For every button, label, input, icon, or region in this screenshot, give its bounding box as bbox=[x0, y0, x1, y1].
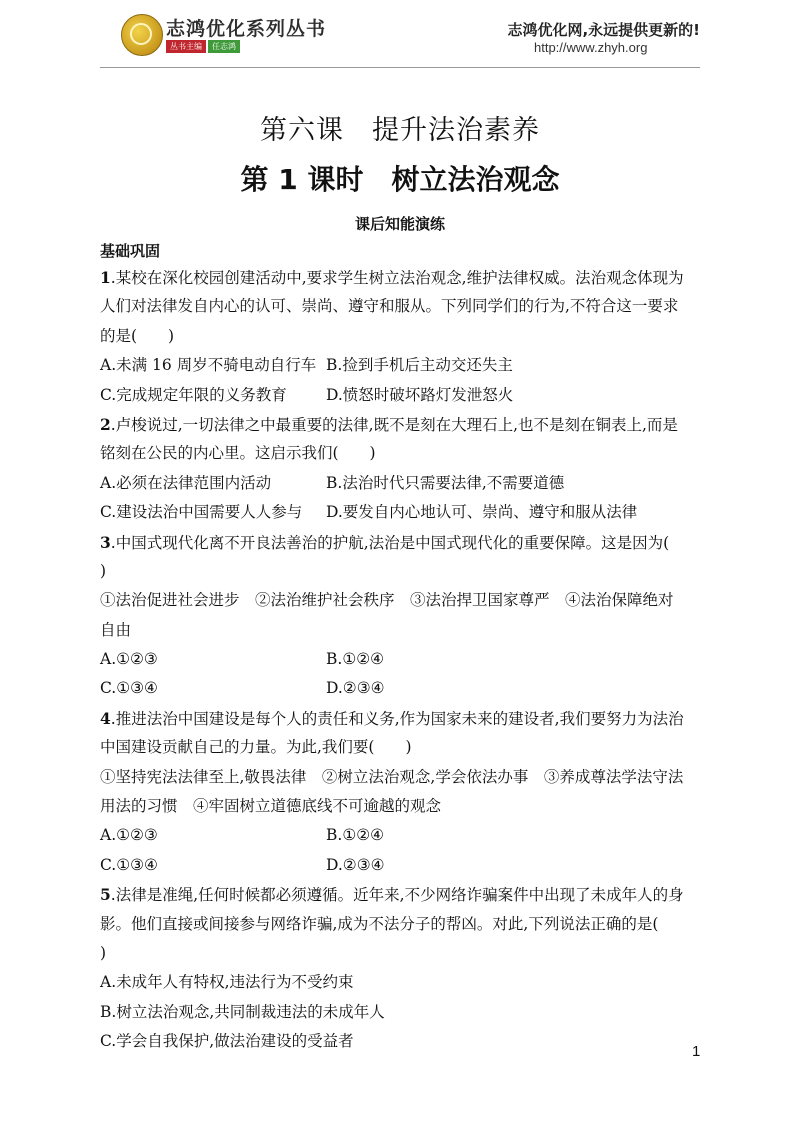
question-4-options-row-2 bbox=[100, 851, 712, 880]
question-2-line-2: 铭刻在公民的内心里。这启示我们( ) bbox=[100, 444, 376, 463]
question-1-option-b: B.捡到手机后主动交还失主 bbox=[326, 356, 513, 375]
question-3-options-row-1 bbox=[100, 645, 712, 674]
question-3-options-row-2 bbox=[100, 674, 712, 703]
question-2-option-b: B.法治时代只需要法律,不需要道德 bbox=[326, 473, 565, 492]
question-2-options-row-2 bbox=[100, 498, 712, 527]
question-3-option-b: B.①②④ bbox=[326, 650, 385, 669]
site-slogan: 志鸿优化网,永远提供更新的! bbox=[507, 21, 700, 39]
question-3-option-c: C.①③④ bbox=[100, 679, 158, 698]
question-4-line-4: 用法的习惯 ④牢固树立道德底线不可逾越的观念 bbox=[100, 797, 442, 816]
question-2-option-a: A.必须在法律范围内活动 bbox=[100, 473, 272, 492]
question-4-options-row-1 bbox=[100, 821, 712, 850]
question-4-number: 4 bbox=[100, 708, 111, 728]
question-1-line-3: 的是( ) bbox=[100, 326, 175, 345]
question-4-line-3: ①坚持宪法法律至上,敬畏法律 ②树立法治观念,学会依法办事 ③养成尊法学法守法 bbox=[100, 767, 684, 786]
practice-title: 课后知能演练 bbox=[354, 215, 445, 233]
question-1-option-c: C.完成规定年限的义务教育 bbox=[100, 385, 287, 404]
page-header bbox=[0, 0, 800, 70]
question-4-line-1: 4.推进法治中国建设是每个人的责任和义务,作为国家未来的建设者,我们要努力为法治 bbox=[100, 708, 684, 728]
editor-label: 丛书主编 bbox=[166, 40, 206, 53]
question-2-option-d: D.要发自内心地认可、崇尚、遵守和服从法律 bbox=[326, 503, 638, 522]
lesson-title: 第六课 提升法治素养 bbox=[260, 115, 540, 146]
question-1-number: 1 bbox=[100, 268, 111, 287]
question-3-line-1: 3.中国式现代化离不开良法善治的护航,法治是中国式现代化的重要保障。这是因为( bbox=[100, 532, 670, 552]
question-1-options-row-2 bbox=[100, 381, 712, 410]
question-2-option-c: C.建设法治中国需要人人参与 bbox=[100, 503, 303, 522]
question-5-line-1: 5.法律是准绳,任何时候都必须遵循。近年来,不少网络诈骗案件中出现了未成年人的身 bbox=[100, 885, 684, 905]
editor-name: 任志鸿 bbox=[208, 40, 240, 53]
question-3-number: 3 bbox=[100, 532, 111, 552]
question-3-option-d: D.②③④ bbox=[326, 679, 385, 698]
site-url-link[interactable]: http://www.zhyh.org bbox=[534, 40, 648, 55]
question-5-line-3: ) bbox=[100, 943, 107, 962]
period-title: 第 1 课时 树立法治观念 bbox=[240, 163, 560, 196]
series-logo-icon bbox=[121, 14, 163, 56]
question-5-option-b: B.树立法治观念,共同制裁违法的未成年人 bbox=[100, 1002, 385, 1021]
question-5-option-c: C.学会自我保护,做法治建设的受益者 bbox=[100, 1032, 354, 1051]
question-3-line-2: ) bbox=[100, 561, 107, 580]
question-4-option-b: B.①②④ bbox=[326, 826, 385, 845]
question-4-line-2: 中国建设贡献自己的力量。为此,我们要( ) bbox=[100, 738, 412, 757]
editor-badges bbox=[166, 40, 240, 53]
question-4-option-c: C.①③④ bbox=[100, 855, 158, 874]
question-5-line-2: 影。他们直接或间接参与网络诈骗,成为不法分子的帮凶。对此,下列说法正确的是( bbox=[100, 914, 659, 933]
question-1-options-row-1 bbox=[100, 351, 712, 380]
question-3-line-3: ①法治促进社会进步 ②法治维护社会秩序 ③法治捍卫国家尊严 ④法治保障绝对 bbox=[100, 591, 674, 610]
question-4-option-d: D.②③④ bbox=[326, 855, 385, 874]
question-3-line-4: 自由 bbox=[100, 620, 132, 639]
page-number: 1 bbox=[692, 1043, 701, 1060]
series-name: 志鸿优化系列丛书 bbox=[166, 18, 327, 40]
question-1-line-1: 1.某校在深化校园创建活动中,要求学生树立法治观念,维护法律权威。法治观念体现为 bbox=[100, 268, 684, 287]
question-2-options-row-1 bbox=[100, 469, 712, 498]
question-5-option-a: A.未成年人有特权,违法行为不受约束 bbox=[100, 973, 354, 992]
question-1-option-a: A.未满 16 周岁不骑电动自行车 bbox=[100, 356, 317, 375]
question-2-line-1: 2.卢梭说过,一切法律之中最重要的法律,既不是刻在大理石上,也不是刻在铜表上,而是 bbox=[100, 414, 678, 434]
question-list bbox=[100, 263, 712, 1057]
header-divider bbox=[100, 67, 700, 68]
section-label: 基础巩固 bbox=[100, 242, 161, 260]
question-1-line-2: 人们对法律发自内心的认可、崇尚、遵守和服从。下列同学们的行为,不符合这一要求 bbox=[100, 297, 679, 316]
question-1-option-d: D.愤怒时破坏路灯发泄怒火 bbox=[326, 385, 514, 404]
question-3-option-a: A.①②③ bbox=[100, 650, 158, 669]
question-2-number: 2 bbox=[100, 414, 111, 434]
question-5-number: 5 bbox=[100, 885, 111, 905]
question-4-option-a: A.①②③ bbox=[100, 826, 158, 845]
